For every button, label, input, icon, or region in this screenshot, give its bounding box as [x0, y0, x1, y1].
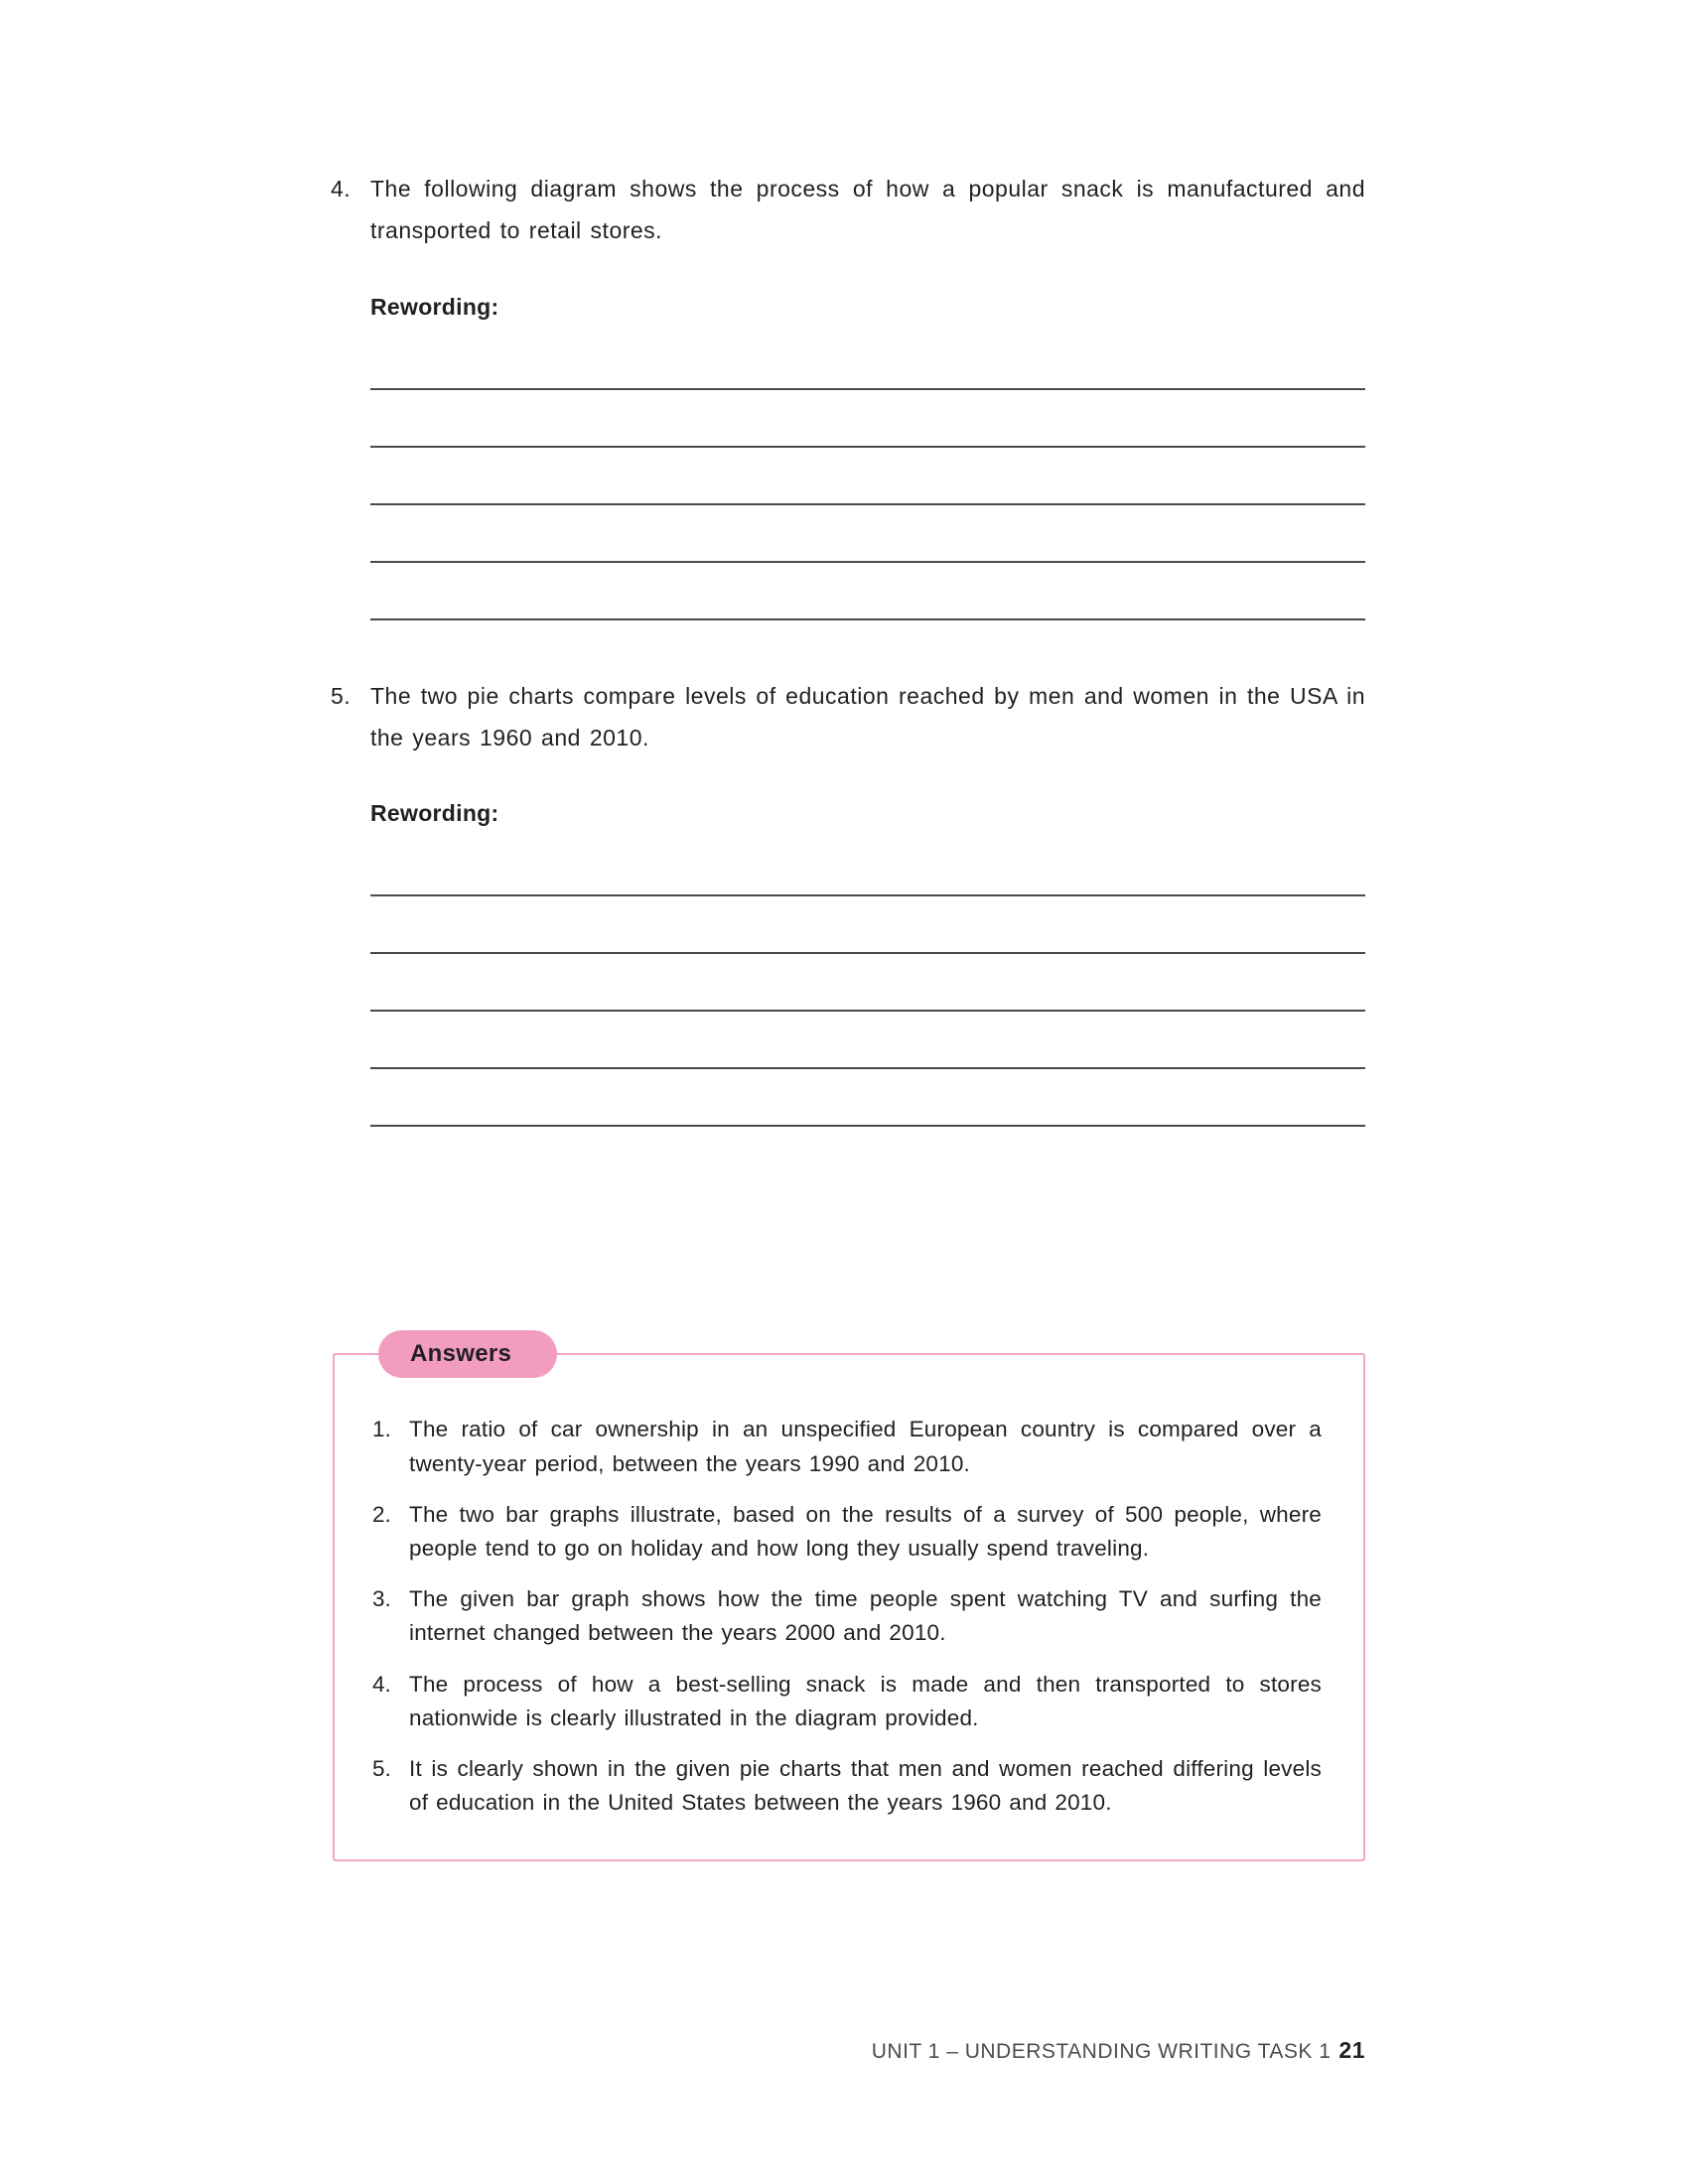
answer-text: The given bar graph shows how the time people spent watching TV and surfing the internet changed between the years 2000 and 2010.	[409, 1586, 1322, 1646]
rewording-label: Rewording:	[370, 293, 499, 320]
question-number: 4.	[331, 176, 352, 202]
blank-write-line	[370, 896, 1365, 954]
answers-title-pill: Answers	[378, 1330, 557, 1378]
blank-write-line	[370, 505, 1365, 563]
answer-item	[372, 1668, 1322, 1735]
answer-text: The process of how a best-selling snack is made and then transported to stores nationwide is clearly illustrated in the diagram provided.	[409, 1671, 1322, 1730]
question-4-row	[331, 169, 1365, 252]
blank-write-line	[370, 390, 1365, 448]
blank-write-line	[370, 954, 1365, 1012]
rewording-blank-lines	[370, 839, 1365, 1127]
answer-item	[372, 1498, 1322, 1566]
footer-unit-label: UNIT 1 – UNDERSTANDING WRITING TASK 1	[871, 2040, 1332, 2063]
question-5-row	[331, 676, 1365, 759]
answer-number: 3.	[372, 1586, 391, 1612]
rewording-label: Rewording:	[370, 800, 499, 827]
answer-item	[372, 1582, 1322, 1650]
footer-page-number: 21	[1338, 2037, 1365, 2063]
answer-text: It is clearly shown in the given pie charts that men and women reached differing levels of education in the United States between the years 1960 and 2010.	[409, 1755, 1322, 1816]
blank-write-line	[370, 839, 1365, 896]
rewording-blank-lines	[370, 333, 1365, 620]
blank-write-line	[370, 1012, 1365, 1069]
answer-text: The ratio of car ownership in an unspecified European country is compared over a twenty-year period, between the years 1990 and 2010.	[409, 1417, 1322, 1476]
answers-box	[333, 1340, 1365, 1861]
answer-text: The two bar graphs illustrate, based on the results of a survey of 500 people, where people tend to go on holiday and how long they usually spend traveling.	[409, 1501, 1322, 1561]
blank-write-line	[370, 563, 1365, 620]
answer-number: 4.	[372, 1671, 391, 1697]
question-5-block	[331, 676, 1365, 1128]
spacer	[331, 620, 1365, 676]
answer-number: 2.	[372, 1501, 391, 1527]
answer-item	[372, 1413, 1322, 1480]
answer-number: 1.	[372, 1417, 391, 1442]
answer-item	[372, 1752, 1322, 1820]
answer-number: 5.	[372, 1755, 391, 1781]
blank-write-line	[370, 448, 1365, 505]
question-4-block	[331, 169, 1365, 620]
page-footer	[872, 2037, 1365, 2064]
blank-write-line	[370, 1069, 1365, 1127]
question-text: The two pie charts compare levels of education reached by men and women in the USA in the years 1960 and 2010.	[370, 682, 1365, 751]
blank-write-line	[370, 333, 1365, 390]
question-text: The following diagram shows the process of how a popular snack is manufactured and transported to retail stores.	[370, 176, 1365, 243]
page-content	[331, 169, 1365, 1861]
question-number: 5.	[331, 682, 352, 709]
